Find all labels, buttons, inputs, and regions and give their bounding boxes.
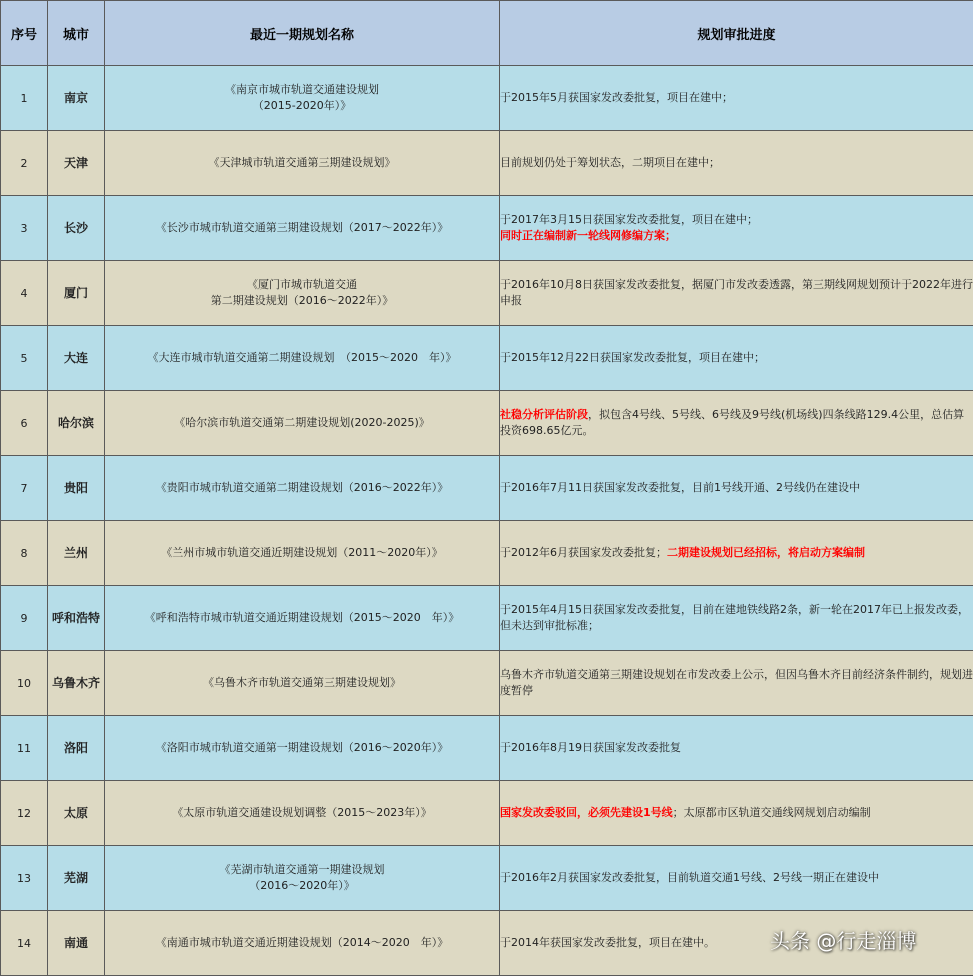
header-plan-name: 最近一期规划名称 — [105, 1, 500, 66]
plan-name-line: 第二期建设规划（2016～2022年）》 — [210, 294, 394, 307]
row-seq: 2 — [1, 131, 48, 196]
row-progress — [500, 586, 973, 651]
table-row — [1, 391, 973, 456]
progress-highlight: 二期建设规划已经招标，将启动方案编制 — [667, 546, 865, 559]
row-progress — [500, 521, 973, 586]
row-plan-name — [105, 261, 500, 326]
row-city: 南京 — [48, 66, 105, 131]
table-row — [1, 261, 973, 326]
row-plan-name — [105, 326, 500, 391]
row-progress — [500, 846, 973, 911]
row-city: 南通 — [48, 911, 105, 976]
progress-text: 于2015年5月获国家发改委批复，项目在建中； — [500, 91, 733, 104]
row-city: 芜湖 — [48, 846, 105, 911]
row-plan-name — [105, 911, 500, 976]
row-seq: 3 — [1, 196, 48, 261]
row-seq: 10 — [1, 651, 48, 716]
plan-name-line: （2016～2020年）》 — [249, 879, 355, 892]
row-seq: 13 — [1, 846, 48, 911]
table-row — [1, 196, 973, 261]
plan-name-line: 《哈尔滨市轨道交通第二期建设规划(2020-2025)》 — [174, 416, 430, 429]
row-seq: 11 — [1, 716, 48, 781]
row-plan-name — [105, 196, 500, 261]
row-progress — [500, 326, 973, 391]
row-plan-name — [105, 716, 500, 781]
plan-name-line: 《长沙市城市轨道交通第三期建设规划（2017～2022年）》 — [155, 221, 449, 234]
row-progress — [500, 391, 973, 456]
row-progress — [500, 651, 973, 716]
row-seq: 1 — [1, 66, 48, 131]
progress-text: 于2017年3月15日获国家发改委批复，项目在建中； — [500, 213, 758, 226]
plan-name-line: 《天津城市轨道交通第三期建设规划》 — [208, 156, 396, 169]
plan-name-line: （2015-2020年）》 — [252, 99, 352, 112]
row-progress — [500, 196, 973, 261]
plan-name-line: 《兰州市城市轨道交通近期建设规划（2011～2020年）》 — [161, 546, 443, 559]
plan-name-line: 《洛阳市城市轨道交通第一期建设规划（2016～2020年）》 — [155, 741, 449, 754]
progress-highlight: 社稳分析评估阶段 — [500, 408, 588, 421]
row-plan-name — [105, 846, 500, 911]
row-city: 厦门 — [48, 261, 105, 326]
table-row — [1, 521, 973, 586]
progress-text: 于2015年12月22日获国家发改委批复，项目在建中； — [500, 351, 765, 364]
row-plan-name — [105, 131, 500, 196]
plan-name-line: 《太原市轨道交通建设规划调整（2015～2023年）》 — [172, 806, 432, 819]
progress-text: ；太原都市区轨道交通线网规划启动编制 — [672, 806, 871, 819]
header-city: 城市 — [48, 1, 105, 66]
row-seq: 8 — [1, 521, 48, 586]
plan-name-line: 《厦门市城市轨道交通 — [247, 278, 357, 291]
row-plan-name — [105, 521, 500, 586]
plan-name-line: 《贵阳市城市轨道交通第二期建设规划（2016～2022年）》 — [155, 481, 449, 494]
row-seq: 9 — [1, 586, 48, 651]
table-row — [1, 651, 973, 716]
progress-text: 目前规划仍处于筹划状态，二期项目在建中； — [500, 156, 720, 169]
row-city: 哈尔滨 — [48, 391, 105, 456]
row-progress — [500, 261, 973, 326]
progress-text: ，拟包含4号线、5号线、6号线及9号线(机场线)四条线路129.4公里，总估算投资698.65亿元。 — [500, 408, 965, 437]
watermark: 头条 @行走淄博 — [770, 929, 917, 953]
header-row — [1, 1, 973, 66]
row-seq: 6 — [1, 391, 48, 456]
row-city: 太原 — [48, 781, 105, 846]
table-body — [1, 66, 973, 976]
row-city: 天津 — [48, 131, 105, 196]
plan-name-line: 《南京市城市轨道交通建设规划 — [225, 83, 379, 96]
row-progress — [500, 131, 973, 196]
row-plan-name — [105, 781, 500, 846]
progress-text: 于2016年2月获国家发改委批复，目前轨道交通1号线、2号线一期正在建设中 — [500, 871, 879, 884]
row-seq: 12 — [1, 781, 48, 846]
table-row — [1, 131, 973, 196]
table-row — [1, 66, 973, 131]
progress-text: 于2014年获国家发改委批复，项目在建中。 — [500, 936, 715, 949]
progress-highlight: 同时正在编制新一轮线网修编方案； — [500, 229, 676, 242]
row-progress — [500, 781, 973, 846]
row-seq: 7 — [1, 456, 48, 521]
row-city: 大连 — [48, 326, 105, 391]
row-city: 贵阳 — [48, 456, 105, 521]
row-city: 洛阳 — [48, 716, 105, 781]
header-seq: 序号 — [1, 1, 48, 66]
row-seq: 14 — [1, 911, 48, 976]
row-seq: 5 — [1, 326, 48, 391]
row-plan-name — [105, 651, 500, 716]
row-city: 长沙 — [48, 196, 105, 261]
progress-text: 于2015年4月15日获国家发改委批复，目前在建地铁线路2条，新一轮在2017年已上报发改委，但未达到审批标准； — [500, 603, 969, 632]
plan-name-line: 《芜湖市轨道交通第一期建设规划 — [219, 863, 385, 876]
table-row — [1, 781, 973, 846]
row-progress — [500, 456, 973, 521]
table-row — [1, 456, 973, 521]
row-city: 呼和浩特 — [48, 586, 105, 651]
row-progress — [500, 66, 973, 131]
plan-name-line: 《大连市城市轨道交通第二期建设规划 （2015～2020 年）》 — [147, 351, 457, 364]
plan-name-line: 《乌鲁木齐市轨道交通第三期建设规划》 — [203, 676, 401, 689]
progress-text: 于2016年8月19日获国家发改委批复 — [500, 741, 681, 754]
header-progress: 规划审批进度 — [500, 1, 973, 66]
progress-text: 于2012年6月获国家发改委批复； — [500, 546, 667, 559]
table-row — [1, 846, 973, 911]
row-plan-name — [105, 391, 500, 456]
row-plan-name — [105, 66, 500, 131]
progress-text: 于2016年10月8日获国家发改委批复，据厦门市发改委透露，第三期线网规划预计于2022年进行申报 — [500, 278, 973, 307]
table-row — [1, 586, 973, 651]
plan-name-line: 《呼和浩特市城市轨道交通近期建设规划（2015～2020 年）》 — [144, 611, 460, 624]
table-row — [1, 716, 973, 781]
row-progress — [500, 716, 973, 781]
table-row — [1, 326, 973, 391]
plan-name-line: 《南通市城市轨道交通近期建设规划（2014～2020 年）》 — [155, 936, 449, 949]
row-city: 乌鲁木齐 — [48, 651, 105, 716]
progress-text: 于2016年7月11日获国家发改委批复，目前1号线开通、2号线仍在建设中 — [500, 481, 860, 494]
row-plan-name — [105, 456, 500, 521]
progress-highlight: 国家发改委驳回，必须先建设1号线 — [500, 806, 673, 819]
row-seq: 4 — [1, 261, 48, 326]
row-plan-name — [105, 586, 500, 651]
progress-text: 乌鲁木齐市轨道交通第三期建设规划在市发改委上公示，但因乌鲁木齐目前经济条件制约，规划进度暂停 — [500, 668, 973, 697]
row-city: 兰州 — [48, 521, 105, 586]
